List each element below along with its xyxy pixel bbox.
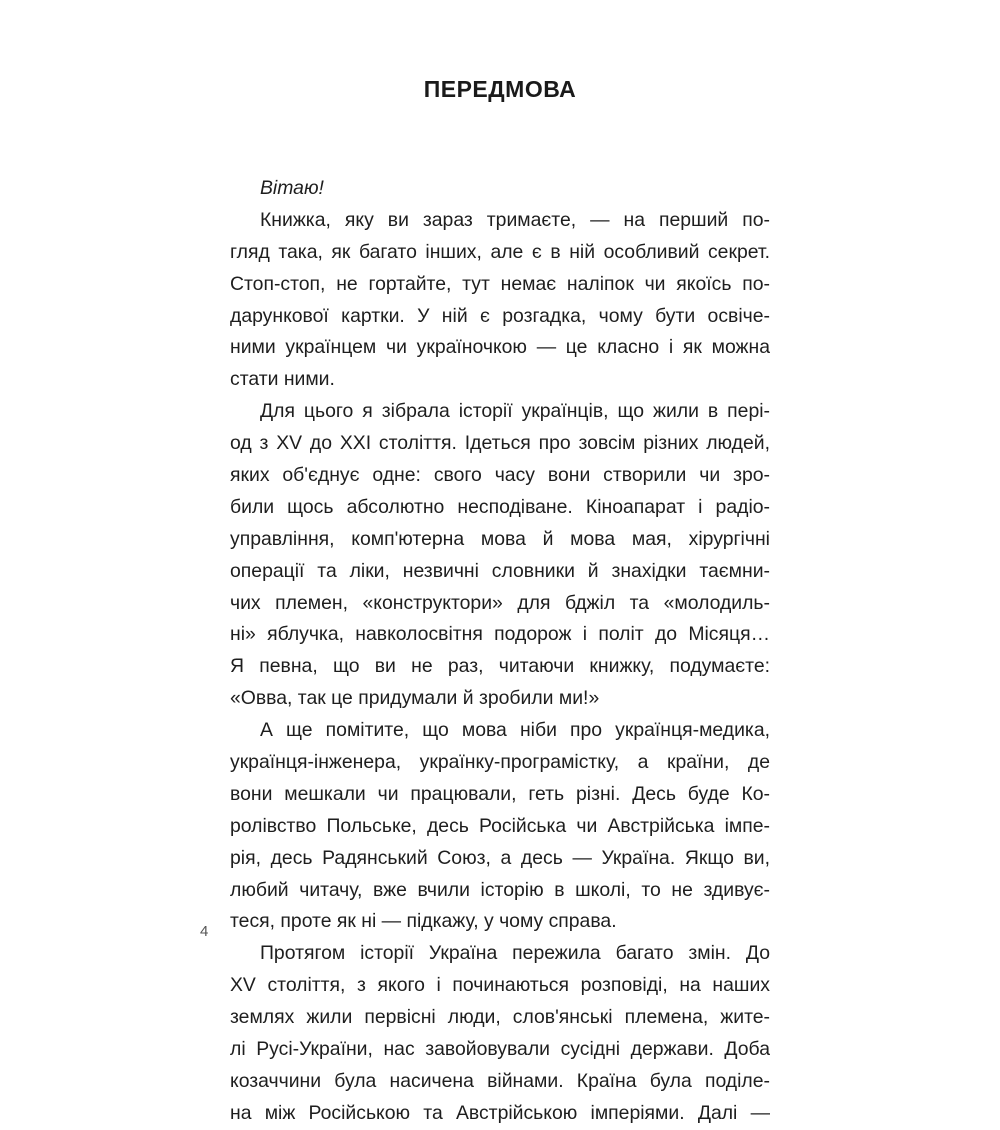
text-line: ролівство Польське, десь Російська чи Австрійська імпе- [230,814,770,837]
text-line: Стоп-стоп, не гортайте, тут немає наліпок чи якоїсь по- [230,272,770,295]
text-line: XV століття, з якого і починаються розповіді, на наших [230,974,770,997]
text-line: Книжка, яку ви зараз тримаєте, — на перший по- [260,208,770,231]
text-line: управління, комп'ютерна мова й мова мая, хірургічні [230,527,770,550]
text-line: Я певна, що ви не раз, читаючи книжку, подумаєте: [230,655,770,678]
text-line: од з XV до XXI століття. Ідеться про зовсім різних людей, [230,432,770,455]
text-line: чих племен, «конструктори» для бджіл та «молодиль- [230,591,770,614]
page-title: ПЕРЕДМОВА [423,76,577,102]
text-line: «Овва, так це придумали й зробили ми!» [230,687,600,710]
text-line: Протягом історії Україна пережила багато змін. До [260,942,770,965]
text-line: Для цього я зібрала історії українців, що жили в пері- [260,400,770,423]
text-line: любий читачу, вже вчили історію в школі, то не здивує- [230,878,770,901]
text-line: українця-інженера, українку-програмістку, а країни, де [230,751,770,774]
text-line: дарункової картки. У ній є розгадка, чому бути освіче- [230,304,770,327]
text-line: теся, проте як ні — підкажу, у чому справа. [230,910,617,933]
text-line: стати ними. [230,368,335,391]
text-line: А ще помітите, що мова ніби про українця-медика, [260,719,770,742]
text-line: ними українцем чи україночкою — це класно і як можна [230,336,770,359]
text-line: лі Русі-України, нас завойовували сусідні держави. Доба [230,1038,770,1061]
text-line: рія, десь Радянський Союз, а десь — Україна. Якщо ви, [230,846,770,869]
text-line: землях жили первісні люди, слов'янські племена, жите- [230,1006,770,1029]
greeting: Вітаю! [260,177,324,199]
text-line: били щось абсолютно несподіване. Кіноапарат і радіо- [230,495,770,518]
text-line: на між Російською та Австрійською імперіями. Далі — [230,1101,770,1124]
text-line: гляд така, як багато інших, але є в ній особливий секрет. [230,240,770,263]
text-line: операції та ліки, незвичні словники й знахідки таємни- [230,559,770,582]
text-line: яких об'єднує одне: свого часу вони створили чи зро- [230,464,770,487]
text-line: вони мешкали чи працювали, геть різні. Десь буде Ко- [230,782,770,805]
preface-text [230,173,770,1130]
page-number: 4 [200,923,209,940]
text-line: ні» яблучка, навколосвітня подорож і політ до Місяця… [230,623,770,646]
text-line: козаччини була насичена війнами. Країна була поділе- [230,1069,770,1092]
